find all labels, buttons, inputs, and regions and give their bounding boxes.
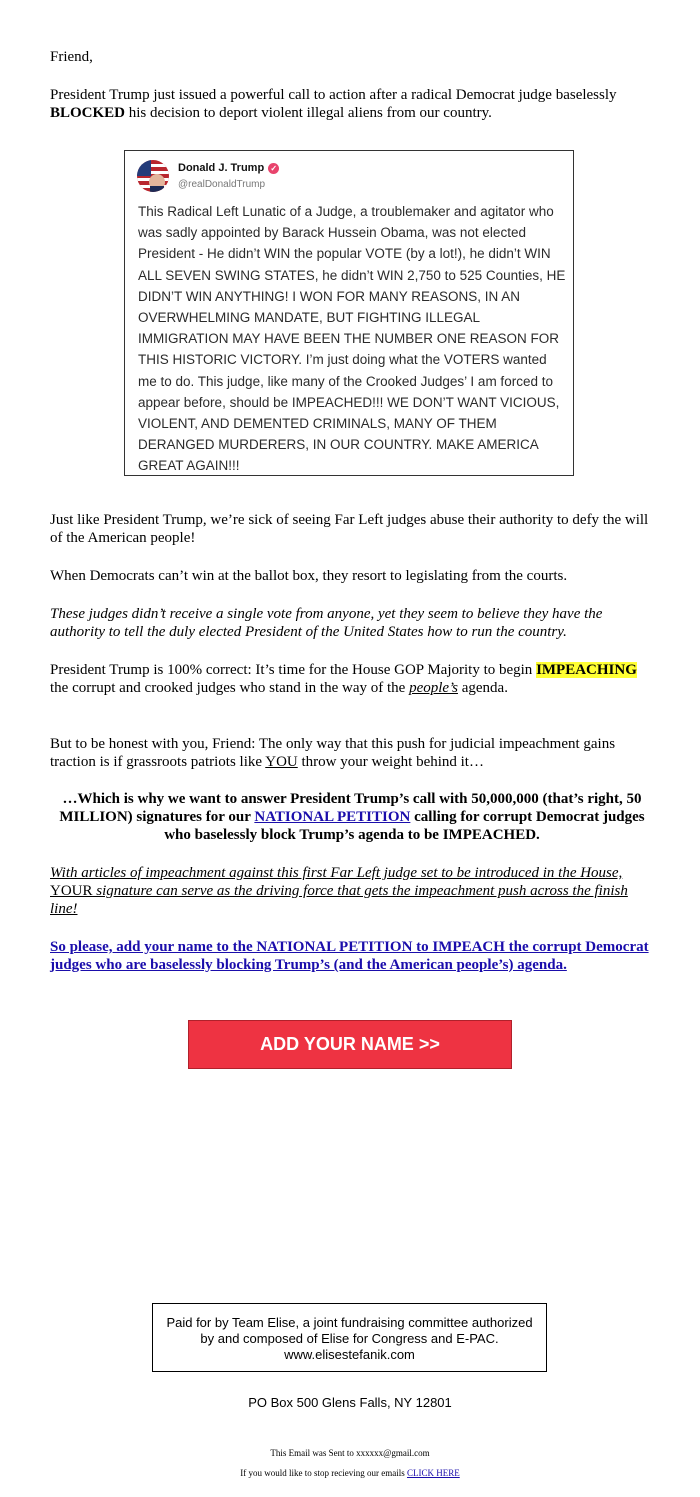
impeaching-highlight: IMPEACHING — [536, 662, 637, 678]
paragraph-impeaching — [50, 661, 654, 697]
paragraph-grassroots — [50, 735, 654, 771]
verified-badge-icon: ✓ — [268, 163, 279, 174]
intro-paragraph — [50, 86, 654, 122]
paragraph-add-name — [50, 938, 654, 974]
mailing-address: PO Box 500 Glens Falls, NY 12801 — [248, 1395, 452, 1410]
greeting: Friend, — [50, 49, 93, 65]
paragraph-sick-of-judges: Just like President Trump, we’re sick of seeing Far Left judges abuse their authority to defy the will of the American people! — [50, 512, 649, 546]
paragraph-articles — [50, 864, 654, 918]
impeaching-text-end: agenda. — [457, 680, 508, 696]
fifty-million-text: …Which is why we want to answer President Trump’s call with 50,000,000 (that’s right, 50 MILLION) signatures for our — [59, 791, 642, 825]
intro-text: President Trump just issued a powerful call to action after a radical Democrat judge baselessly — [50, 87, 617, 103]
paragraph-no-vote: These judges didn’t receive a single vote from anyone, yet they seem to believe they have the authority to tell the duly elected President of the United States how to run the country. — [50, 606, 603, 640]
grassroots-text: But to be honest with you, Friend: The only way that this push for judicial impeachment gains traction is if grassroots patriots like — [50, 736, 616, 770]
impeaching-text-mid: the corrupt and crooked judges who stand in the way of the — [50, 680, 410, 696]
embedded-tweet — [124, 150, 574, 476]
add-name-link[interactable]: So please, add your name to the NATIONAL PETITION to IMPEACH the corrupt Democrat judges who are baselessly blocking Trump’s (and the American people’s) agenda. — [50, 939, 649, 973]
author-name-text: Donald J. Trump — [178, 162, 265, 174]
grassroots-text-end: throw your weight behind it… — [297, 754, 484, 770]
avatar-flag-icon — [137, 160, 169, 192]
unsubscribe-link[interactable]: CLICK HERE — [406, 1468, 460, 1478]
paid-for-disclaimer: Paid for by Team Elise, a joint fundraising committee authorized by and composed of Elise for Congress and E-PAC. www.elisestefanik.com — [152, 1303, 547, 1372]
your-text: YOUR — [50, 883, 93, 899]
footer-unsubscribe — [0, 1468, 700, 1478]
fifty-million-text-end: calling for corrupt Democrat judges who baselessly block Trump’s agenda to be IMPEACHED. — [164, 809, 645, 843]
articles-text-end: signature can serve as the driving force that gets the impeachment push across the finish line! — [50, 883, 628, 917]
tweet-author-name — [178, 162, 279, 174]
intro-text-end: his decision to deport violent illegal aliens from our country. — [125, 105, 492, 121]
peoples-emphasis: people’s — [409, 680, 458, 696]
tweet-text: This Radical Left Lunatic of a Judge, a troublemaker and agitator who was sadly appointed by Barack Hussein Obama, was not elected President - He didn’t WIN the popular VOTE (by a lot!), he didn’t WIN ALL SEVEN SWING STATES, he didn’t WIN 2,750 to 525 Counties, HE DIDN’T WIN ANYTHING! I WON FOR MANY REASONS, IN AN OVERWHELMING MANDATE, BUT FIGHTING ILLEGAL IMMIGRATION MAY HAVE BEEN THE NUMBER ONE REASON FOR THIS HISTORIC VICTORY. I’m just doing what the VOTERS wanted me to do. This judge, like many of the Crooked Judges’ I am forced to appear before, should be IMPEACHED!!! WE DON’T WANT VICIOUS, VIOLENT, AND DEMENTED CRIMINALS, MANY OF THEM DERANGED MURDERERS, IN OUR COUNTRY. MAKE AMERICA GREAT AGAIN!!! — [138, 204, 566, 474]
articles-text: With articles of impeachment against this first Far Left judge set to be introduced in the House, — [50, 865, 623, 881]
unsubscribe-text: If you would like to stop recieving our emails — [240, 1468, 407, 1478]
avatar — [137, 160, 169, 192]
intro-bold-text: BLOCKED — [50, 105, 126, 121]
add-your-name-button[interactable]: ADD YOUR NAME >> — [188, 1020, 512, 1069]
tweet-author-handle: @realDonaldTrump — [178, 179, 266, 190]
you-underlined: YOU — [265, 754, 298, 770]
impeaching-text: President Trump is 100% correct: It’s time for the House GOP Majority to begin — [50, 662, 537, 678]
footer-sent-to: This Email was Sent to xxxxxx@gmail.com — [270, 1448, 430, 1458]
national-petition-link[interactable]: NATIONAL PETITION — [254, 809, 411, 825]
paragraph-50-million — [50, 790, 654, 844]
paragraph-ballot-box: When Democrats can’t win at the ballot box, they resort to legislating from the courts. — [50, 568, 568, 584]
